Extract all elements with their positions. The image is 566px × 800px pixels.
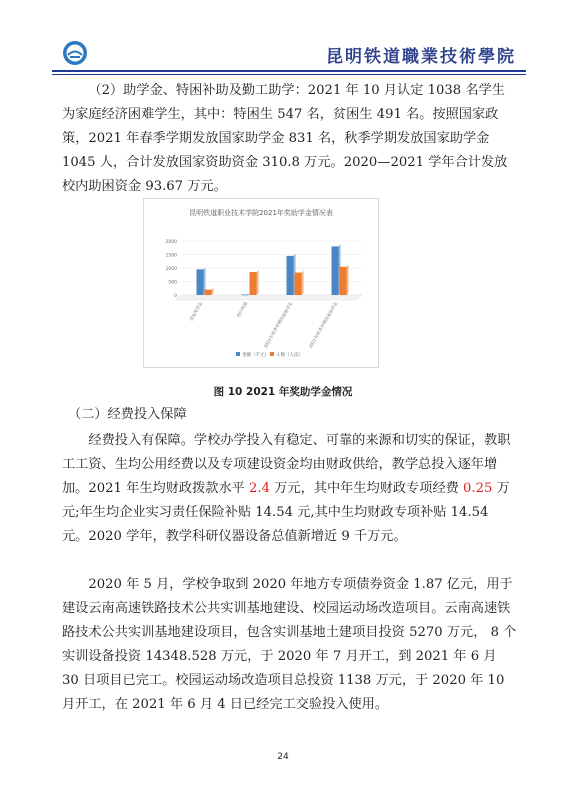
x-tick-label: 2021年春季学期国家助学金 [262, 301, 294, 350]
page-number: 24 [277, 752, 289, 762]
bar-chart [144, 199, 378, 367]
bar-side [257, 270, 259, 295]
school-logo-icon [62, 40, 88, 66]
y-tick-label: 2000 [165, 240, 177, 245]
paragraph-funding [62, 429, 517, 549]
bar-amount [197, 269, 204, 295]
x-tick-label: 国家奖学金 [188, 301, 204, 322]
bar-amount [332, 246, 339, 295]
bar-count [340, 267, 347, 295]
bar-amount [287, 256, 294, 295]
bar-side [347, 265, 349, 295]
chart-floor [176, 295, 362, 300]
x-tick-label: 2021年秋季学期国家助学金 [307, 301, 339, 350]
y-tick-label: 0 [174, 294, 177, 299]
y-tick-label: 1000 [165, 267, 177, 272]
paragraph-text: （2）助学金、特困补助及勤工助学：2021 年 10 月认定 1038 名学生为家庭经济困难学生，其中：特困生 547 名，贫困生 491 名。按照国家政策，2021 年春季学期发放国家助学金 831 名，秋季学期发放国家助学金 1045 人，合计发放国家资助资金 310.8 万元。2020—2021 学年合计发放校内助困资金 93.67 万元。 [62, 83, 508, 194]
paragraph-text [62, 429, 517, 549]
school-name: 昆明铁道職業技術學院 [326, 47, 516, 67]
figure-caption: 图 10 2021 年奖助学金情况 [213, 386, 353, 398]
section-heading: （二）经费投入保障 [68, 407, 187, 422]
highlight-value: 2.4 [249, 481, 270, 496]
y-tick-label: 1500 [165, 253, 177, 259]
text-segment: 万元，其中年生均财政专项经费 [270, 481, 464, 496]
chart-container [143, 198, 379, 368]
header-rule [52, 70, 526, 72]
bar-count [295, 273, 302, 295]
bar-side [302, 271, 304, 295]
paragraph-financial-aid [62, 79, 517, 199]
y-tick-label: 500 [168, 280, 177, 286]
header-rule-thin [52, 74, 526, 75]
bar-amount [242, 294, 249, 295]
paragraph-text: 2020 年 5 月，学校争取到 2020 年地方专项债券资金 1.87 亿元，用于建设云南高速铁路技术公共实训基地建设、校园运动场改造项目。云南高速铁路技术公共实训基地建设项目，包含实训基地土建项目投资 5270 万元， 8 个实训设备投资 14348.528 万元，于 2020 年 7 月开工，到 2021 年 6 月 30 日项目已完工。校园运动场改造项目总投资 1138 万元，于 2020 年 10 月开工，在 2021 年 6 月 4 日已经完工交验投入使用。 [62, 577, 517, 712]
paragraph-projects [62, 573, 517, 717]
legend-label: 人数（人次） [276, 353, 303, 358]
bar-count [205, 290, 212, 295]
page-header [52, 36, 526, 72]
legend-label: 金额（千元） [242, 353, 269, 358]
text-segment: 经费投入有保障。学校办学投入有稳定、可靠的来源和切实的保证，教职工工资、生均公用经费以及专项建设资金均由财政供给，教学总投入逐年增加。2021 年生均财政拨款水平 [62, 433, 511, 496]
bar-side [212, 288, 214, 295]
legend-swatch [236, 352, 240, 356]
x-tick-label: 校内奖励 [235, 301, 249, 319]
legend-swatch [270, 352, 274, 356]
highlight-value: 0.25 [463, 481, 493, 496]
bar-count [250, 272, 257, 295]
chart-title: 昆明铁道职业技术学院2021年奖助学金情况表 [189, 209, 333, 217]
text-segment: 万元;年生均企业实习责任保险补贴 14.54 元,其中生均财政专项补贴 14.54 元。2020 学年，教学科研仪器设备总值新增近 9 千万元。 [62, 481, 510, 544]
